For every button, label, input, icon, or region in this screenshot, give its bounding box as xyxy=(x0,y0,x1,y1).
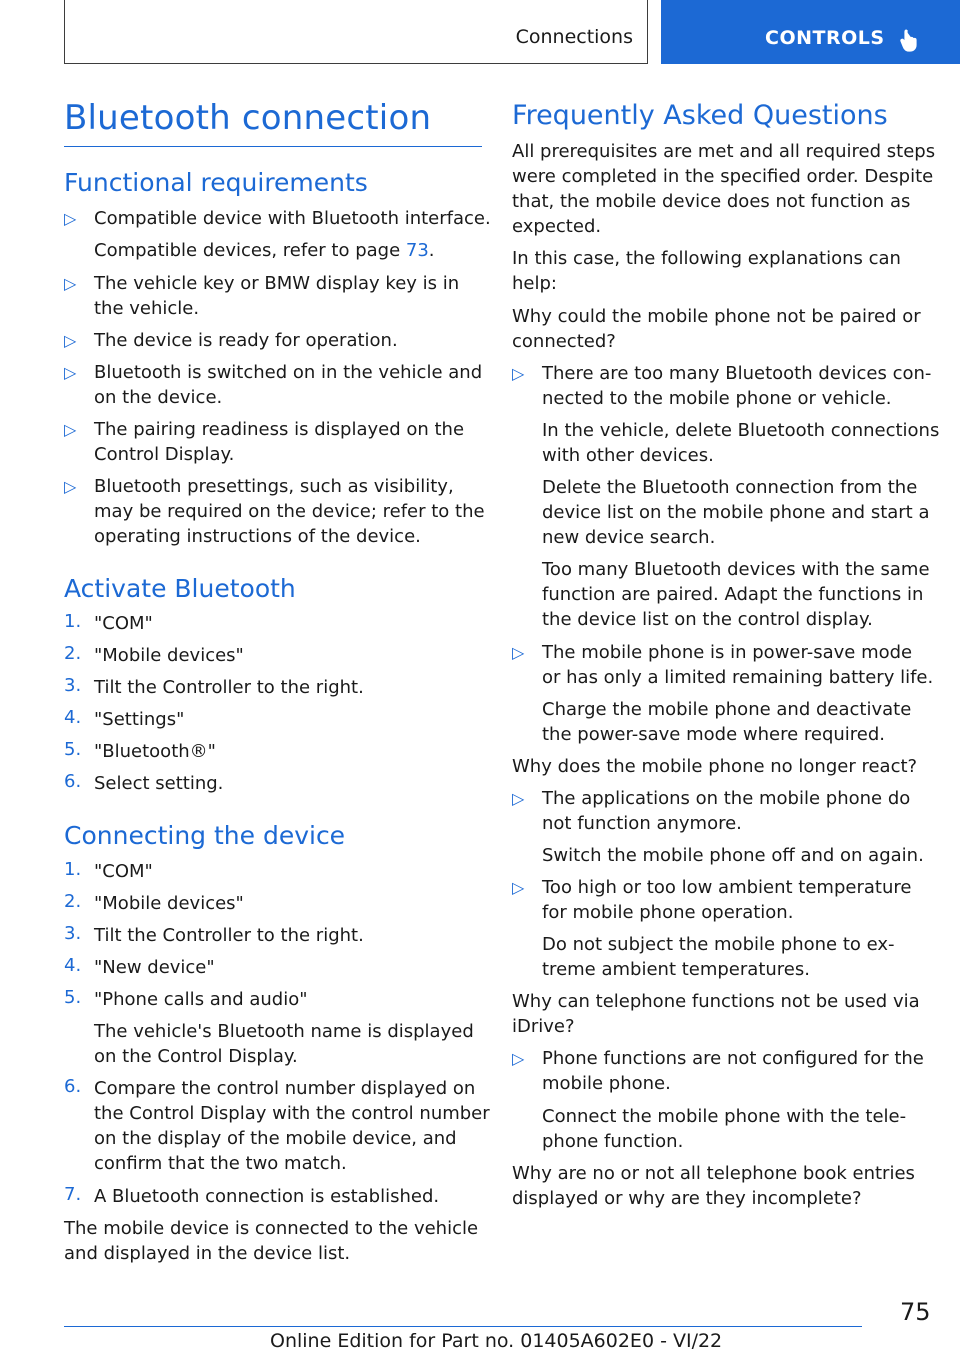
step-number: 6. xyxy=(64,771,82,792)
bullet-triangle-icon: ▷ xyxy=(64,209,77,228)
faq-solution: Delete the Bluetooth connection from the xyxy=(542,477,918,498)
connect-step: "Phone calls and audio" xyxy=(94,989,308,1010)
faq-bullet: Phone functions are not configured for the xyxy=(542,1048,924,1069)
faq-intro-line: were completed in the specified order. Despite xyxy=(512,166,934,187)
closing-line: The mobile device is connected to the vehicle xyxy=(64,1218,479,1239)
requirement-item: Control Display. xyxy=(94,444,235,465)
functional-requirements-heading: Functional requirements xyxy=(64,168,368,197)
step-number: 2. xyxy=(64,643,82,664)
connect-step-continued: the Control Display with the control number xyxy=(94,1103,490,1124)
faq-heading: Frequently Asked Questions xyxy=(512,100,888,131)
activate-step: Tilt the Controller to the right. xyxy=(94,677,364,698)
activate-step: "Mobile devices" xyxy=(94,645,244,666)
connect-step-continued: confirm that the two match. xyxy=(94,1153,347,1174)
step-number: 7. xyxy=(64,1184,82,1205)
bullet-triangle-icon: ▷ xyxy=(64,274,77,293)
title-rule xyxy=(64,146,482,147)
faq-bullet: nected to the mobile phone or vehicle. xyxy=(542,388,892,409)
faq-bullet: or has only a limited remaining battery life. xyxy=(542,667,934,688)
ref-text: Compatible devices, refer to page xyxy=(94,240,406,261)
faq-solution: Switch the mobile phone off and on again. xyxy=(542,845,924,866)
faq-bullet: mobile phone. xyxy=(542,1073,671,1094)
bullet-triangle-icon: ▷ xyxy=(64,420,77,439)
faq-solution: treme ambient temperatures. xyxy=(542,959,810,980)
faq-solution: the power-save mode where required. xyxy=(542,724,886,745)
step-number: 1. xyxy=(64,611,82,632)
connect-step: "Mobile devices" xyxy=(94,893,244,914)
faq-bullet: The mobile phone is in power-save mode xyxy=(542,642,913,663)
requirement-item: may be required on the device; refer to the xyxy=(94,501,485,522)
faq-solution: function are paired. Adapt the functions in xyxy=(542,584,924,605)
bullet-triangle-icon: ▷ xyxy=(64,331,77,350)
faq-question: Why does the mobile phone no longer react? xyxy=(512,756,918,777)
connect-step: "COM" xyxy=(94,861,153,882)
bullet-triangle-icon: ▷ xyxy=(512,1049,525,1068)
bullet-triangle-icon: ▷ xyxy=(64,363,77,382)
activate-step: "COM" xyxy=(94,613,153,634)
faq-intro-line: All prerequisites are met and all required steps xyxy=(512,141,936,162)
closing-line: and displayed in the device list. xyxy=(64,1243,351,1264)
connect-step: "New device" xyxy=(94,957,215,978)
faq-question: Why could the mobile phone not be paired or xyxy=(512,306,921,327)
faq-solution: device list on the mobile phone and start a xyxy=(542,502,930,523)
bullet-triangle-icon: ▷ xyxy=(512,789,525,808)
requirement-item: Compatible device with Bluetooth interface. xyxy=(94,208,491,229)
connect-step: Compare the control number displayed on xyxy=(94,1078,476,1099)
step-number: 3. xyxy=(64,675,82,696)
connect-step: A Bluetooth connection is established. xyxy=(94,1186,440,1207)
faq-question: iDrive? xyxy=(512,1016,575,1037)
connecting-device-heading: Connecting the device xyxy=(64,821,346,850)
faq-question: connected? xyxy=(512,331,616,352)
faq-intro2-line: help: xyxy=(512,273,557,294)
footer-edition: Online Edition for Part no. 01405A602E0 - VI/22 xyxy=(270,1330,723,1352)
header-chapter-title: CONTROLS xyxy=(765,27,885,49)
faq-solution: new device search. xyxy=(542,527,716,548)
faq-bullet: not function anymore. xyxy=(542,813,742,834)
header-section-box xyxy=(64,0,648,64)
page-reference-link[interactable]: 73 xyxy=(405,240,429,261)
faq-solution: In the vehicle, delete Bluetooth connections xyxy=(542,420,940,441)
requirement-item: the vehicle. xyxy=(94,298,200,319)
faq-bullet: for mobile phone operation. xyxy=(542,902,794,923)
activate-bluetooth-heading: Activate Bluetooth xyxy=(64,574,296,603)
bullet-triangle-icon: ▷ xyxy=(512,878,525,897)
requirement-item: The pairing readiness is displayed on the xyxy=(94,419,465,440)
requirement-item: on the device. xyxy=(94,387,223,408)
step-number: 4. xyxy=(64,707,82,728)
faq-solution: Connect the mobile phone with the tele- xyxy=(542,1106,907,1127)
faq-bullet: There are too many Bluetooth devices con- xyxy=(542,363,932,384)
ref-suffix: . xyxy=(428,240,435,261)
step-number: 1. xyxy=(64,859,82,880)
connect-step-note: The vehicle's Bluetooth name is displayed xyxy=(94,1021,474,1042)
faq-solution: with other devices. xyxy=(542,445,714,466)
faq-question: displayed or why are they incomplete? xyxy=(512,1188,862,1209)
step-number: 2. xyxy=(64,891,82,912)
page-number: 75 xyxy=(900,1298,931,1326)
faq-bullet: The applications on the mobile phone do xyxy=(542,788,911,809)
faq-intro2-line: In this case, the following explanations can xyxy=(512,248,901,269)
page-title: Bluetooth connection xyxy=(64,98,432,138)
step-number: 3. xyxy=(64,923,82,944)
requirement-item: Bluetooth presettings, such as visibility, xyxy=(94,476,454,497)
header-section-title: Connections xyxy=(515,26,633,48)
faq-question: Why are no or not all telephone book entries xyxy=(512,1163,915,1184)
faq-intro-line: that, the mobile device does not function as xyxy=(512,191,911,212)
requirement-item: operating instructions of the device. xyxy=(94,526,421,547)
connect-step-note: on the Control Display. xyxy=(94,1046,298,1067)
step-number: 4. xyxy=(64,955,82,976)
step-number: 5. xyxy=(64,987,82,1008)
activate-step: "Bluetooth®" xyxy=(94,741,216,762)
requirement-item: The device is ready for operation. xyxy=(94,330,398,351)
step-number: 5. xyxy=(64,739,82,760)
step-number: 6. xyxy=(64,1076,82,1097)
compatible-devices-reference xyxy=(94,238,435,263)
requirement-item: The vehicle key or BMW display key is in xyxy=(94,273,460,294)
faq-solution: Do not subject the mobile phone to ex- xyxy=(542,934,895,955)
faq-question: Why can telephone functions not be used via xyxy=(512,991,920,1012)
faq-intro-line: expected. xyxy=(512,216,602,237)
bullet-triangle-icon: ▷ xyxy=(64,477,77,496)
faq-solution: phone function. xyxy=(542,1131,684,1152)
header-chapter-tab xyxy=(661,0,960,64)
connect-step: Tilt the Controller to the right. xyxy=(94,925,364,946)
footer-rule xyxy=(64,1326,862,1327)
activate-step: Select setting. xyxy=(94,773,224,794)
faq-solution: Charge the mobile phone and deactivate xyxy=(542,699,912,720)
bullet-triangle-icon: ▷ xyxy=(512,364,525,383)
faq-solution: Too many Bluetooth devices with the same xyxy=(542,559,930,580)
hand-pointer-icon xyxy=(899,28,921,52)
activate-step: "Settings" xyxy=(94,709,185,730)
requirement-item: Bluetooth is switched on in the vehicle and xyxy=(94,362,483,383)
bullet-triangle-icon: ▷ xyxy=(512,643,525,662)
connect-step-continued: on the display of the mobile device, and xyxy=(94,1128,457,1149)
faq-solution: the device list on the control display. xyxy=(542,609,873,630)
faq-bullet: Too high or too low ambient temperature xyxy=(542,877,912,898)
